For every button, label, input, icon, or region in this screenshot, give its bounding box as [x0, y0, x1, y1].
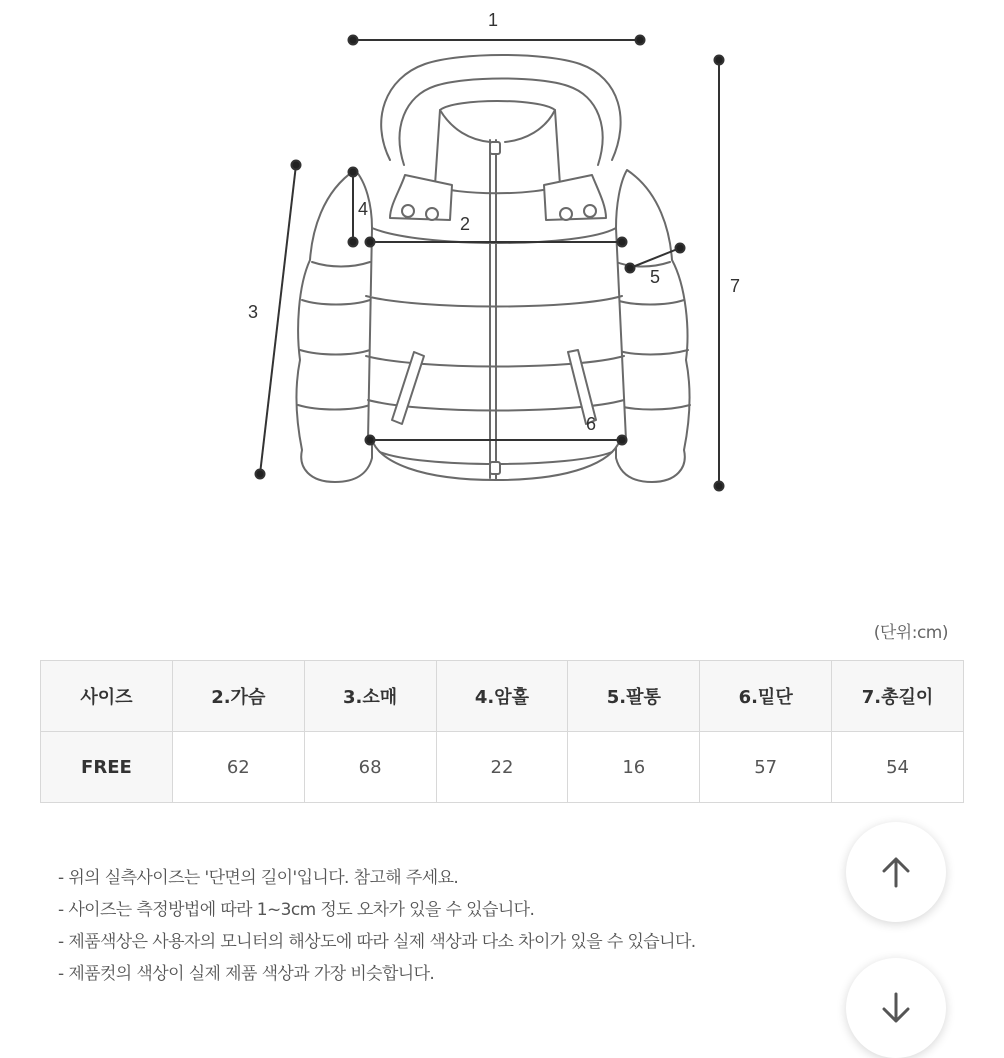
scroll-top-button[interactable]: [846, 822, 946, 922]
header-arm-width: 5.팔통: [568, 661, 700, 732]
arrow-up-icon: [876, 852, 916, 892]
arm-width-value: 16: [568, 732, 700, 803]
measure-label-5: 5: [650, 267, 661, 287]
header-total-length: 7.총길이: [832, 661, 964, 732]
scroll-down-button[interactable]: [846, 958, 946, 1058]
measure-label-1: 1: [488, 10, 499, 30]
armhole-value: 22: [436, 732, 568, 803]
measure-label-6: 6: [586, 414, 597, 434]
measure-label-7: 7: [730, 276, 741, 296]
note-item: - 제품색상은 사용자의 모니터의 해상도에 따라 실제 색상과 다소 차이가 있을 수 있습니다.: [58, 932, 696, 952]
hem-value: 57: [700, 732, 832, 803]
header-size: 사이즈: [41, 661, 173, 732]
unit-label: (단위:cm): [873, 623, 948, 643]
note-item: - 사이즈는 측정방법에 따라 1~3cm 정도 오차가 있을 수 있습니다.: [58, 900, 535, 920]
header-chest: 2.가슴: [172, 661, 304, 732]
header-armhole: 4.암홀: [436, 661, 568, 732]
total-length-value: 54: [832, 732, 964, 803]
measure-label-4: 4: [358, 199, 369, 219]
table-header-row: [41, 661, 964, 732]
note-item: - 제품컷의 색상이 실제 제품 색상과 가장 비슷합니다.: [58, 964, 435, 984]
measure-label-3: 3: [248, 302, 259, 322]
notes-list: [58, 862, 696, 990]
note-item: - 위의 실측사이즈는 '단면의 길이'입니다. 참고해 주세요.: [58, 868, 459, 888]
chest-value: 62: [172, 732, 304, 803]
size-table: [40, 660, 964, 803]
measure-label-2: 2: [460, 214, 471, 234]
size-value: FREE: [41, 732, 173, 803]
header-hem: 6.밑단: [700, 661, 832, 732]
header-sleeve: 3.소매: [304, 661, 436, 732]
table-row: [41, 732, 964, 803]
arrow-down-icon: [876, 988, 916, 1028]
sleeve-value: 68: [304, 732, 436, 803]
